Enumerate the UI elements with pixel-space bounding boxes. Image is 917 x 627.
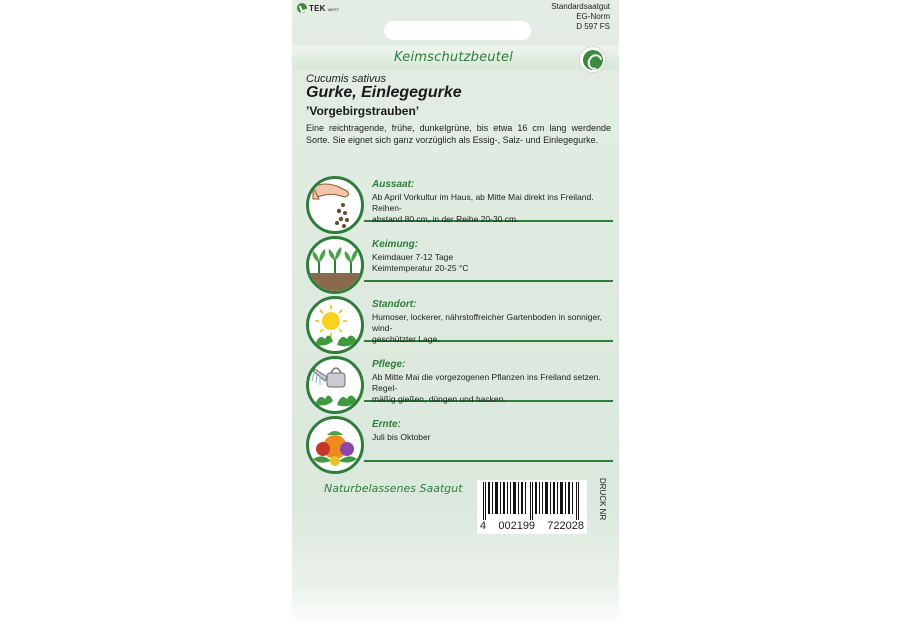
product-description: Eine reichtragende, frühe, dunkelgrüne, bis etwa 16 cm lang werdende Sorte. Sie eignet sich ganz vorzüglich als Essig-, Salz- und Einlegegurke. [306, 123, 611, 145]
section-label: Standort: [372, 299, 417, 310]
product-name: Gurke, Einlegegurke [306, 84, 462, 101]
standard-line-1: Standardsaatgut [551, 2, 610, 11]
section-pflege [306, 356, 611, 414]
section-keimung [306, 236, 611, 294]
brand-sub: WEST [327, 7, 340, 12]
section-ernte [306, 416, 611, 474]
seedlings-icon [306, 236, 364, 294]
section-text-line: Ab April Vorkultur im Haus, ab Mitte Mai direkt ins Freiland. Reihen- [372, 192, 594, 213]
standard-line-3: D 597 FS [576, 22, 610, 31]
section-label: Aussaat: [372, 179, 415, 190]
hand-sowing-seeds-icon [306, 176, 364, 234]
section-text [372, 312, 612, 345]
sun-plants-icon [306, 296, 364, 354]
latin-name: Cucumis sativus [306, 73, 387, 85]
section-text [372, 372, 612, 405]
section-label: Keimung: [372, 239, 419, 250]
section-text-line: Keimtemperatur 20-25 °C [372, 263, 469, 273]
section-text-line: Juli bis Oktober [372, 432, 431, 442]
harvest-basket-icon [306, 416, 364, 474]
section-text-line: Humoser, lockerer, nährstoffreicher Gartenboden in sonniger, wind- [372, 312, 602, 333]
band-title: Keimschutzbeutel [394, 50, 514, 65]
barcode-bars [481, 482, 583, 520]
hanging-hole [384, 21, 531, 40]
section-text-line: Keimdauer 7-12 Tage [372, 252, 454, 262]
section-text-line: Ab Mitte Mai die vorgezogenen Pflanzen ins Freiland setzen. Regel- [372, 372, 601, 393]
recycle-icon [579, 46, 606, 73]
section-text-line: mäßig gießen, düngen und hacken. [372, 394, 506, 404]
seed-packet-back [292, 0, 619, 627]
section-label: Ernte: [372, 419, 401, 430]
barcode-digit-group: 002199 [498, 520, 536, 532]
seed-standard-info [551, 2, 610, 32]
section-label: Pflege: [372, 359, 406, 370]
section-rule [364, 280, 613, 282]
section-text [372, 432, 612, 443]
section-text [372, 192, 612, 225]
barcode-digit-group: 4 [480, 520, 487, 532]
footer-title: Naturbelassenes Saatgut [324, 482, 463, 495]
section-text [372, 252, 612, 274]
section-aussaat [306, 176, 611, 234]
brand-logo [297, 3, 339, 13]
barcode [477, 480, 587, 534]
watering-can-icon [306, 356, 364, 414]
barcode-digit-group: 722028 [547, 520, 584, 532]
section-standort [306, 296, 611, 354]
print-number-label: DRUCK NR [598, 478, 607, 521]
checkmark-logo-icon [297, 3, 307, 13]
standard-line-2: EG-Norm [576, 12, 610, 21]
brand-name: TEK [309, 3, 326, 13]
section-rule [364, 460, 613, 462]
section-text-line: abstand 80 cm, in der Reihe 20-30 cm. [372, 214, 519, 224]
barcode-digits [477, 520, 587, 532]
section-text-line: geschützter Lage. [372, 334, 440, 344]
variety-name: ’Vorgebirgstrauben’ [306, 104, 420, 118]
